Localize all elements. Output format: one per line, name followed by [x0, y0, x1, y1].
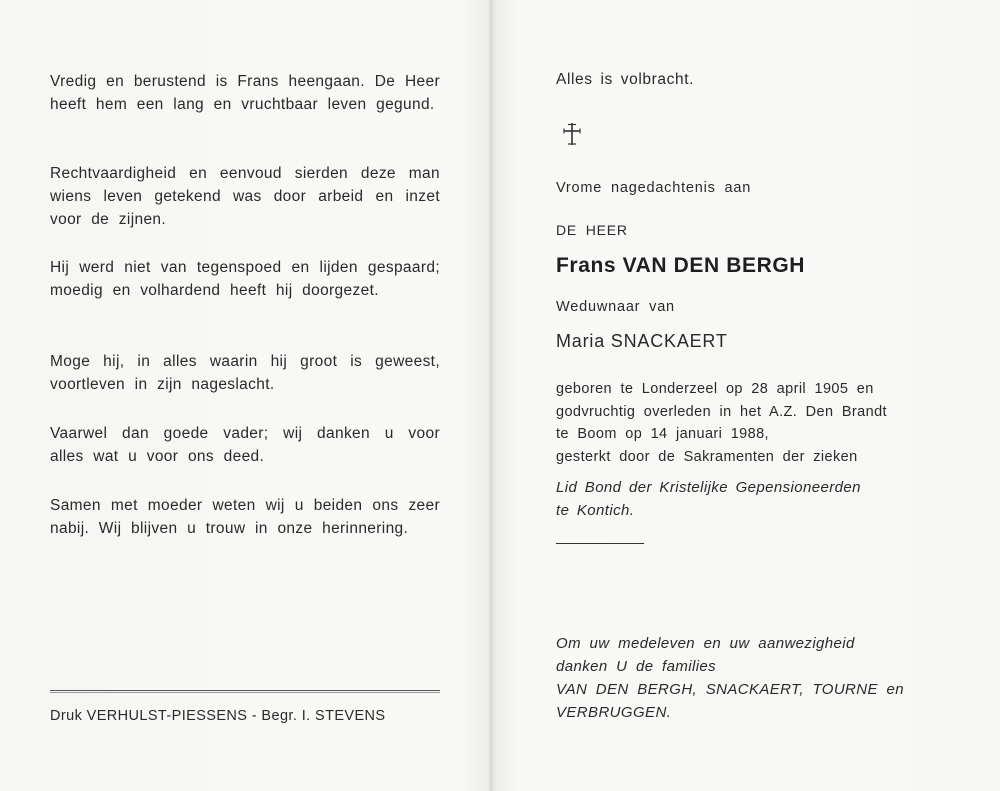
spouse-name: Maria SNACKAERT — [556, 331, 728, 351]
paragraph-goodbye: Vaarwel dan goede vader; wij danken u voor alles wat u voor ons deed. — [50, 425, 440, 465]
right-page — [556, 0, 956, 791]
thanks-line: VAN DEN BERGH, SNACKAERT, TOURNE en — [556, 681, 904, 698]
printer-credit: Druk VERHULST-PIESSENS - Begr. I. STEVENS — [50, 708, 386, 724]
memorial-line: Vrome nagedachtenis aan — [556, 180, 752, 196]
cross-icon — [561, 122, 583, 146]
paragraph-farewell: Vredig en berustend is Frans heengaan. De Heer heeft hem een lang en vruchtbaar leven gegund. — [50, 73, 440, 113]
membership-line: Lid Bond der Kristelijke Gepensioneerden — [556, 479, 861, 496]
widower-line: Weduwnaar van — [556, 299, 675, 315]
paragraph-hardship: Hij werd niet van tegenspoed en lijden gespaard; moedig en volhardend heeft hij doorgezet. — [50, 259, 440, 299]
bio-line: godvruchtig overleden in het A.Z. Den Brandt — [556, 403, 887, 420]
opening-line: Alles is volbracht. — [556, 71, 695, 88]
thanks-block — [556, 632, 951, 724]
deceased-name: Frans VAN DEN BERGH — [556, 254, 806, 277]
paragraph-legacy: Moge hij, in alles waarin hij groot is geweest, voortleven in zijn nageslacht. — [50, 353, 440, 393]
bio-line: te Boom op 14 januari 1988, — [556, 426, 769, 442]
printer-divider — [50, 690, 440, 693]
thanks-line: danken U de families — [556, 658, 717, 675]
membership — [556, 476, 946, 522]
thanks-line: Om uw medeleven en uw aanwezigheid — [556, 635, 855, 652]
bio-line: geboren te Londerzeel op 28 april 1905 en — [556, 381, 874, 397]
divider-rule — [556, 543, 644, 544]
honorific: DE HEER — [556, 222, 628, 238]
thanks-line: VERBRUGGEN. — [556, 704, 672, 721]
paragraph-character: Rechtvaardigheid en eenvoud sierden deze man wiens leven getekend was door arbeid en inzet voor de zijnen. — [50, 165, 440, 228]
biography — [556, 378, 946, 468]
paragraph-remembrance: Samen met moeder weten wij u beiden ons zeer nabij. Wij blijven u trouw in onze herinnering. — [50, 497, 440, 537]
card-fold — [489, 0, 493, 791]
left-page — [50, 0, 442, 791]
membership-line: te Kontich. — [556, 502, 635, 519]
bio-line: gesterkt door de Sakramenten der zieken — [556, 448, 858, 465]
